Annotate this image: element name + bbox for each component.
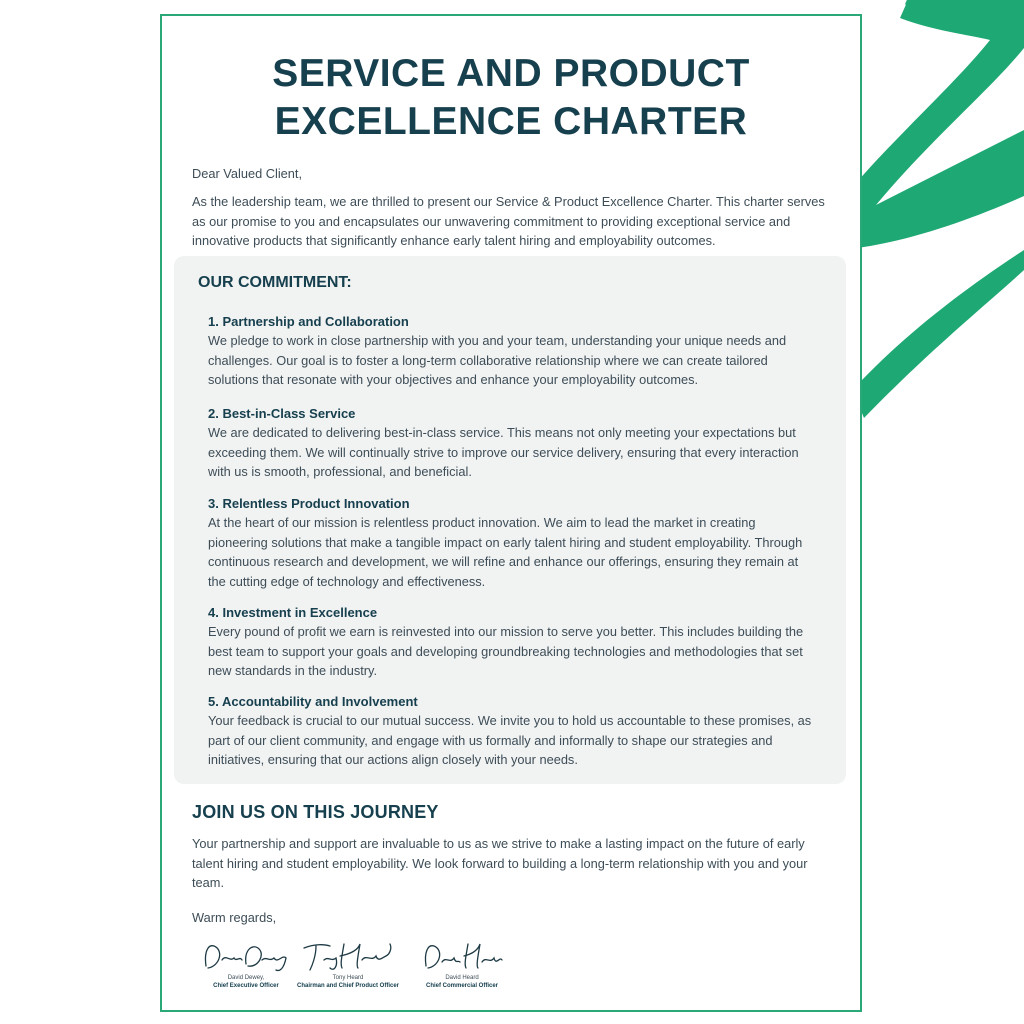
commitment-item-partnership [208,312,818,390]
handwritten-signature [300,938,396,974]
commitment-item-investment [208,603,818,681]
join-paragraph: Your partnership and support are invaluable to us as we strive to make a lasting impact on the future of early talent hiring and student employability. We look forward to building a long-term relationship with you and your team. [192,836,808,890]
signatory-name: David Dewey, [227,975,265,981]
signature-block-chairman [286,938,410,990]
commitment-item-body: Every pound of profit we earn is reinvested into our mission to serve you better. This includes building the best team to support your goals and developing groundbreaking technologies and methodologies that set new standards in the industry. [208,624,804,678]
signatory-role: Chief Commercial Officer [425,983,499,989]
commitment-item-service [208,404,818,482]
commitment-item-title: 4. Investment in Excellence [208,605,378,620]
document-title [162,50,860,146]
signatory-name: David Heard [445,975,479,981]
intro-paragraph: As the leadership team, we are thrilled to present our Service & Product Excellence Charter. This charter serves as our promise to you and encapsulates our unwavering commitment to providing exceptional service and innovative products that significantly enhance early talent hiring and employability outcomes. [192,194,825,248]
commitment-item-title: 3. Relentless Product Innovation [208,496,410,511]
charter-document [160,14,862,1012]
signature-block-ceo [196,938,296,990]
greeting: Dear Valued Client, [192,166,303,181]
commitment-item-body: We are dedicated to delivering best-in-class service. This means not only meeting your expectations but exceeding them. We will continually strive to improve our service delivery, ensuring that every interaction with us is smooth, professional, and beneficial. [208,425,799,479]
title-line-1: SERVICE AND PRODUCT [272,52,750,95]
commitment-item-innovation [208,494,818,591]
commitment-item-body: At the heart of our mission is relentless product innovation. We aim to lead the market in creating pioneering solutions that make a tangible impact on early talent hiring and student employability. Through continuous research and development, we will refine and enhance our offerings, ensuring they remain at the cutting edge of technology and effectiveness. [208,515,803,589]
commitment-item-accountability [208,692,818,770]
commitment-panel [174,256,846,784]
commitment-item-title: 2. Best-in-Class Service [208,406,356,421]
join-heading: JOIN US ON THIS JOURNEY [192,802,439,822]
signatory-role: Chief Executive Officer [213,983,279,989]
closing-text: Warm regards, [192,910,277,925]
title-line-2: EXCELLENCE CHARTER [274,100,748,143]
handwritten-signature [200,938,292,974]
signatory-name: Tony Heard [332,975,364,981]
commitment-item-body: We pledge to work in close partnership with you and your team, understanding your unique needs and challenges. Our goal is to foster a long-term collaborative relationship where we can create tailored solutions that resonate with your objectives and enhance your employability outcomes. [208,333,787,387]
commitment-item-title: 5. Accountability and Involvement [208,694,418,709]
handwritten-signature [420,938,504,974]
commitment-item-title: 1. Partnership and Collaboration [208,314,409,329]
signature-block-cco [410,938,514,990]
commitment-heading: OUR COMMITMENT: [198,274,352,291]
signatory-role: Chairman and Chief Product Officer [296,983,399,989]
commitment-item-body: Your feedback is crucial to our mutual success. We invite you to hold us accountable to these promises, as part of our client community, and engage with us formally and informally to shape our strategies and initiatives, ensuring that our actions align closely with your needs. [208,713,812,767]
